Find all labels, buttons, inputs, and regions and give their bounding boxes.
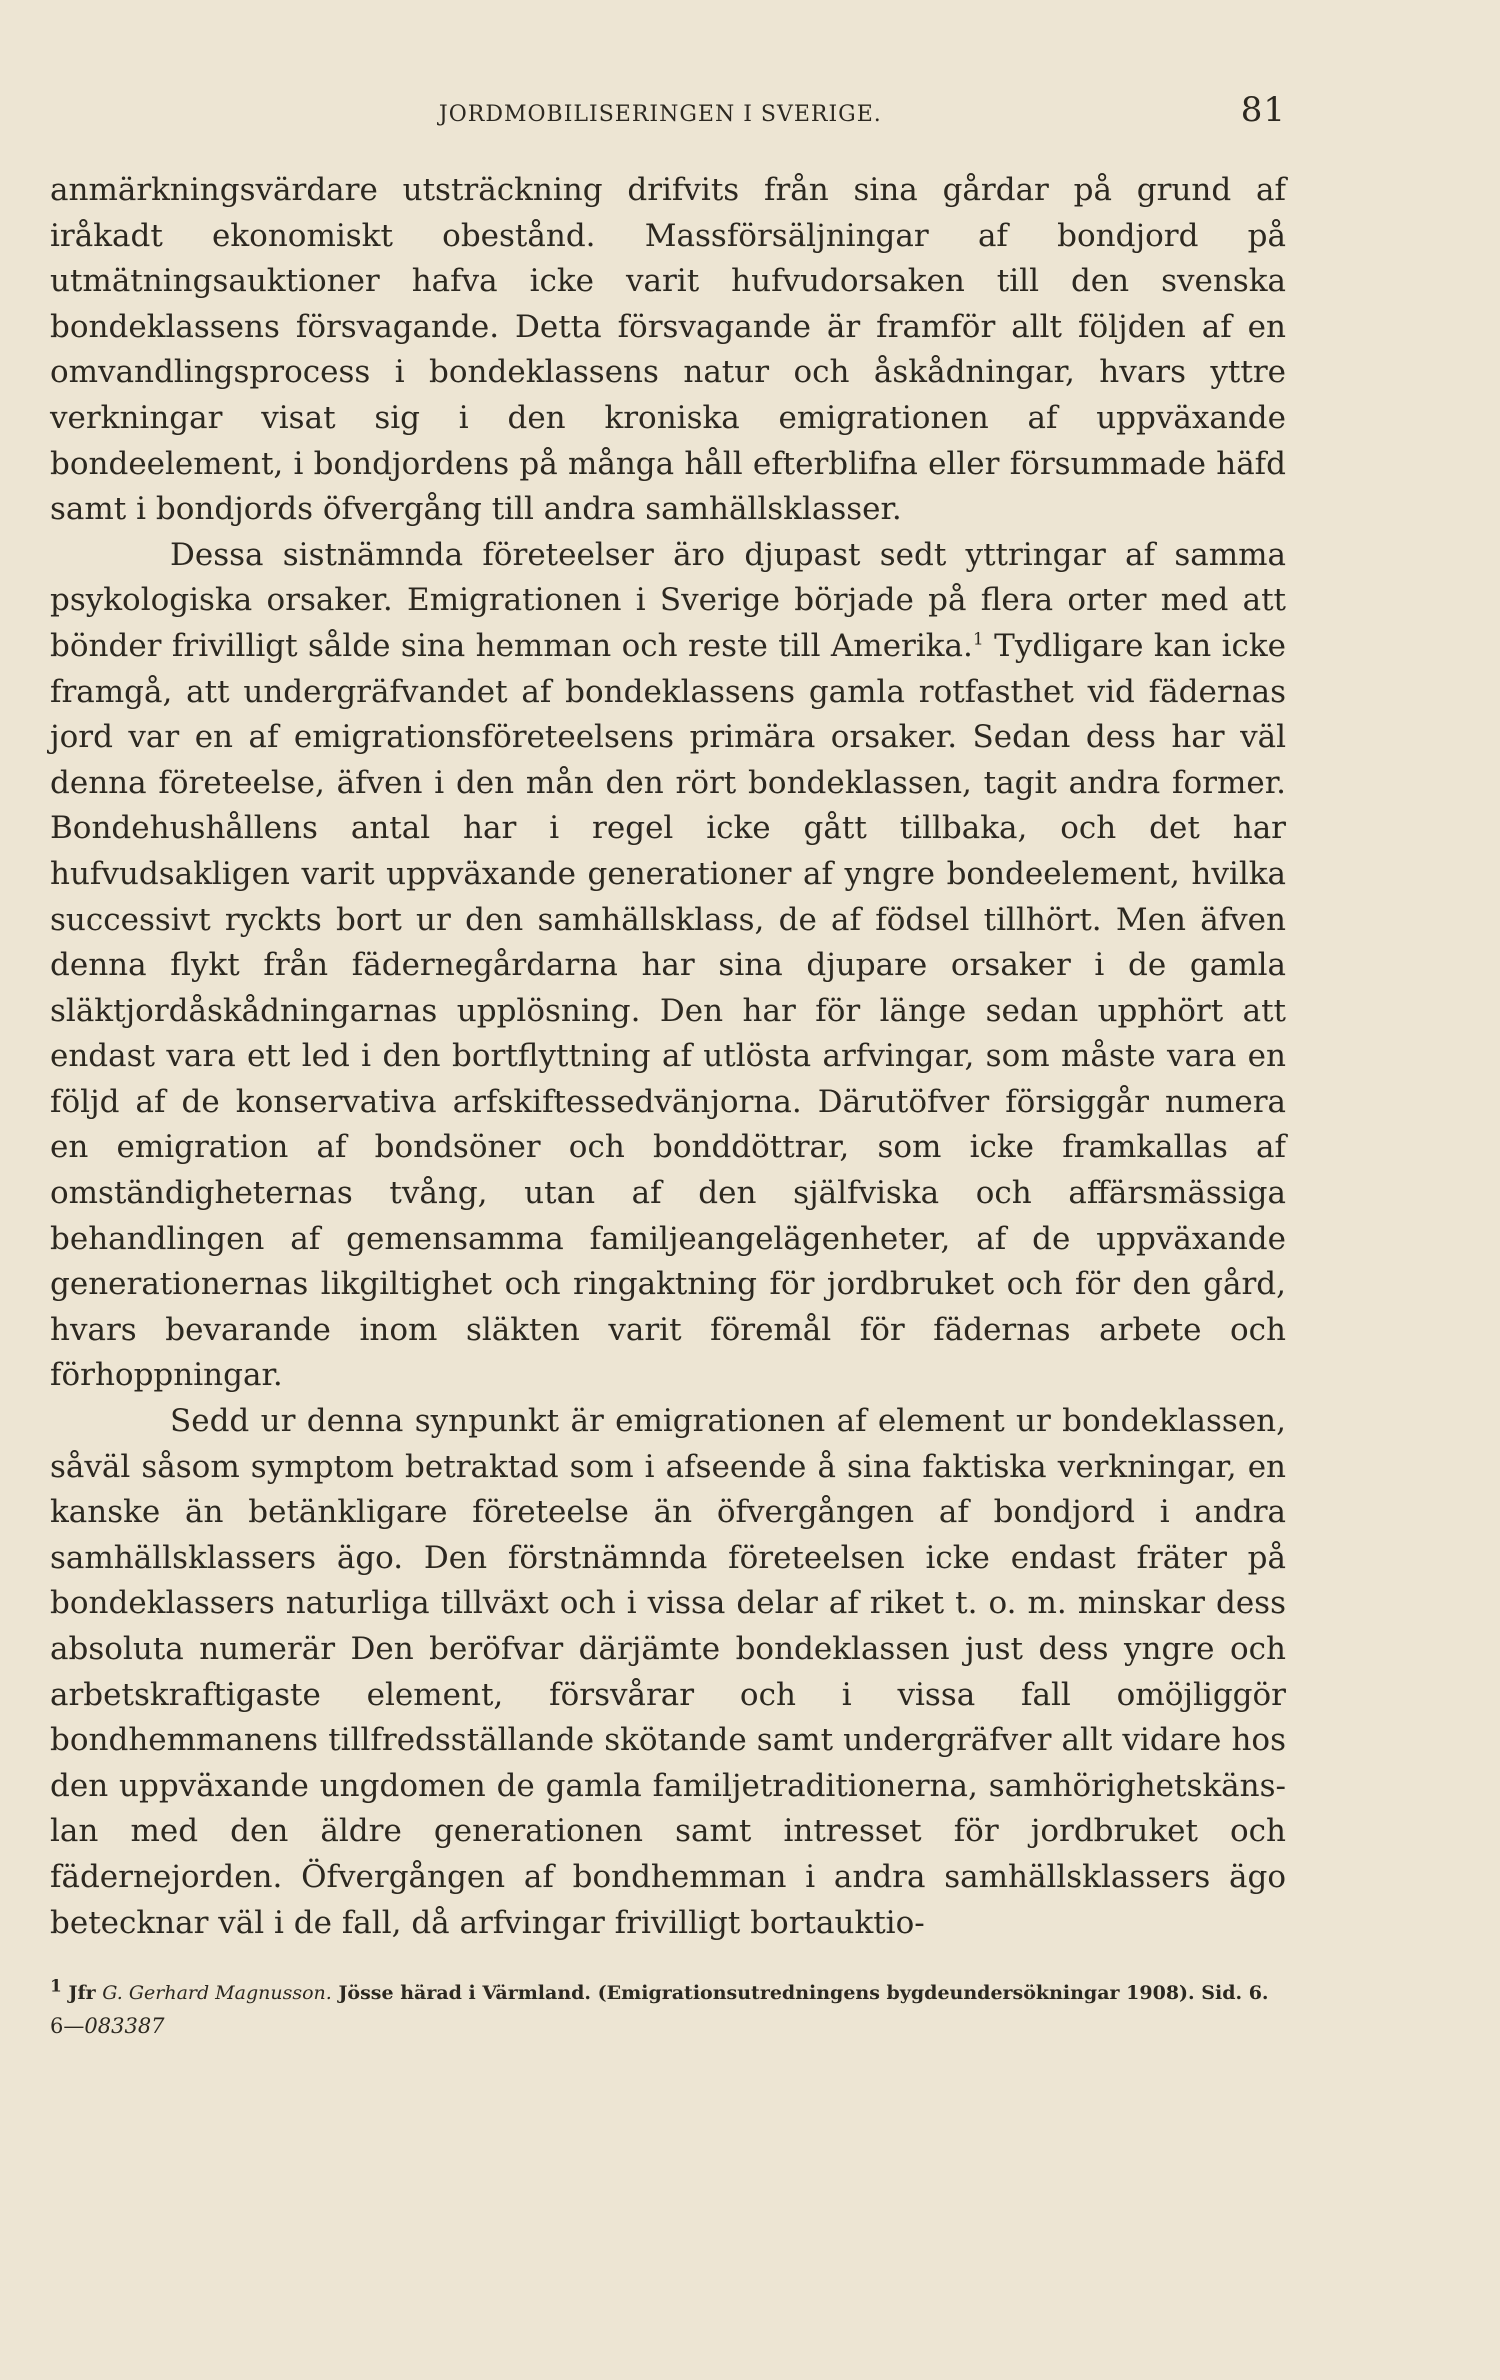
paragraph	[50, 168, 1286, 533]
paragraph-text: Sedd ur denna synpunkt är emigrationen af element ur bondeklassen, såväl såsom symptom betraktad som i afseende å sina faktiska verkningar, en kanske än betänkligare företeelse än öfvergången af bondjord i andra samhällsklassers ägo. Den förstnämnda företeelsen icke endast fräter på bondeklassers naturliga tillväxt och i vissa delar af riket t. o. m. minskar dess absoluta numerär Den beröfvar därjämte bondeklassen just dess yngre och arbetskraftigaste element, försvårar och i vissa fall omöjliggör bondhemmanens tillfredsställande skötande samt undergräfver allt vidare hos den uppväxande ungdomen de gamla familjetraditionerna, samhörighetskänslan med den äldre generationen samt intresset för jordbruket och fädernejorden. Öfvergången af bondhemman i andra samhällsklassers ägo betecknar väl i de fall, då arfvingar frivilligt bortauktio-	[50, 1403, 1286, 1941]
paragraph-text: anmärkningsvärdare utsträckning drifvits från sina gårdar på grund af iråkadt ekonomiskt obestånd. Massförsäljningar af bondjord på utmätningsauktioner hafva icke varit hufvudorsaken till den svenska bondeklassens försvagande. Detta försvagande är framför allt följden af en omvandlingsprocess i bondeklassens natur och åskådningar, hvars yttre verkningar visat sig i den kroniska emigrationen af uppväxande bondeelement, i bondjordens på många håll efterblifna eller försummade häfd samt i bondjords öfvergång till andra samhällsklasser.	[50, 172, 1286, 528]
paragraph-text: Tydligare kan icke framgå, att undergräfvandet af bondeklassens gamla rotfasthet vid fädernas jord var en af emigrationsföreteelsens primära orsaker. Sedan dess har väl denna företeelse, äfven i den mån den rört bondeklassen, tagit andra former. Bondehushållens antal har i regel icke gått tillbaka, och det har hufvudsakligen varit uppväxande generationer af yngre bondeelement, hvilka successivt ryckts bort ur den samhällsklass, de af födsel tillhört. Men äfven denna flykt från fädernegårdarna har sina djupare orsaker i de gamla släktjordåskådningarnas upplösning. Den har för länge sedan upphört att endast vara ett led i den bortflyttning af utlösta arfvingar, som måste vara en följd af de konservativa arfskiftessedvänjorna. Därutöfver försiggår numera en emigration af bondsöner och bonddöttrar, som icke framkallas af omständigheternas tvång, utan af den själfviska och affärsmässiga behandlingen af gemensamma familjeangelägenheter, af de uppväxande generationernas likgiltighet och ringaktning för jordbruket och för den gård, hvars bevarande inom släkten varit föremål för fädernas arbete och förhoppningar.	[50, 627, 1286, 1394]
footnote-text: Jösse härad i Värmland. (Emigrationsutredningens bygdeundersökningar 1908). Sid. 6.	[331, 1982, 1269, 2005]
paragraph	[50, 533, 1286, 1399]
signature-code: 083387	[84, 2014, 165, 2039]
printer-signature	[50, 2014, 1286, 2038]
footnote-prefix: Jfr	[61, 1982, 103, 2005]
running-title: JORDMOBILISERINGEN I SVERIGE.	[438, 102, 882, 127]
body-text	[50, 168, 1286, 1946]
footnote-author: G. Gerhard Magnusson.	[102, 1982, 332, 2005]
page-header	[50, 90, 1286, 134]
footnote-ref: 1	[972, 629, 984, 650]
signature-number: 6—	[50, 2014, 85, 2039]
paragraph-text: Dessa sistnämnda företeelser äro djupast sedt yttringar af samma psykologiska orsaker. Emigrationen i Sverige började på flera orter med att bönder frivilligt sålde sina hemman och reste till Amerika.	[50, 536, 1286, 664]
paragraph	[50, 1399, 1286, 1946]
page-number: 81	[1240, 90, 1286, 130]
footnote-marker: 1	[50, 1976, 62, 1997]
footnotes	[50, 1976, 1286, 2006]
